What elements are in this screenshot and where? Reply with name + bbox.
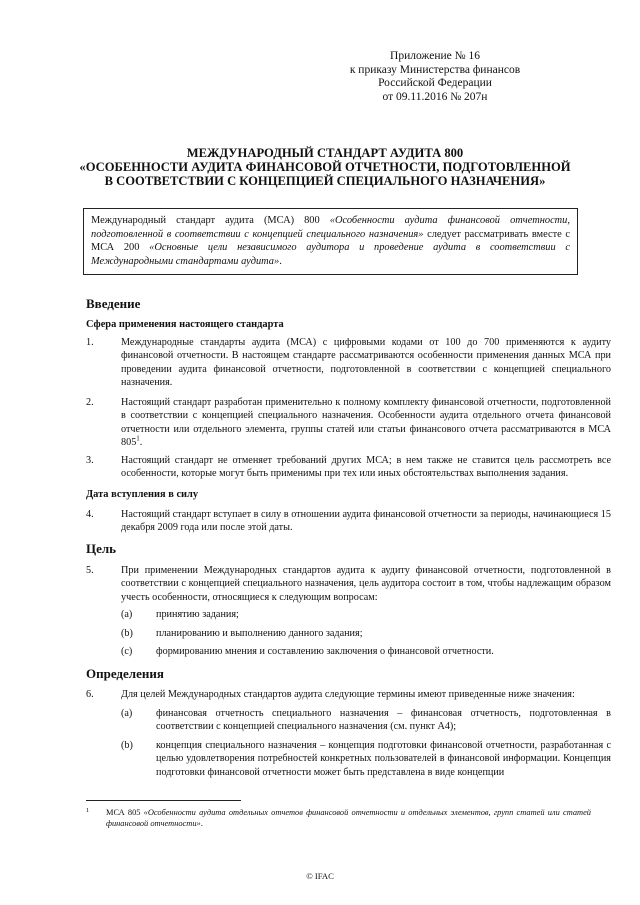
paragraph-text: Настоящий стандарт вступает в силу в отношении аудита финансовой отчетности за периоды, начинающиеся 15 декабря 2009 года или после этой даты. (121, 509, 611, 534)
list-item-text: принятию задания; (156, 609, 239, 620)
footnote-text (106, 807, 591, 829)
intro-text-3: следует рассматривать вместе с МСА 200 (91, 228, 571, 254)
paragraph-number: 3. (86, 455, 94, 466)
paragraph-number: 6. (86, 689, 94, 700)
title-line-3: В СООТВЕТСТВИИ С КОНЦЕПЦИЕЙ СПЕЦИАЛЬНОГО НАЗНАЧЕНИЯ» (104, 174, 546, 188)
list-item-text: формированию мнения и составлению заключения о финансовой отчетности. (156, 646, 494, 657)
paragraph-text: Настоящий стандарт не отменяет требований других МСА; в нем также не ставится цель рассмотреть все особенности, которые могут быть применимы при тех или иных обстоятельствах выполнения задания. (121, 455, 611, 480)
title-line-1: МЕЖДУНАРОДНЫЙ СТАНДАРТ АУДИТА 800 (186, 146, 464, 160)
paragraph-text: Для целей Международных стандартов аудита следующие термины имеют приведенные ниже значения: (121, 689, 575, 700)
list-item-text: концепция специального назначения – концепция подготовки финансовой отчетности, разработанная с целью удовлетворения потребностей конкретных пользователей в финансовой информации. Концепция подготовки финансовой отчетности может быть представлена в виде концепции (156, 740, 611, 778)
copyright-footer: © IFAC (306, 871, 334, 881)
list-item-text: финансовая отчетность специального назначения – финансовая отчетность, подготовленная в соответствии с концепцией специального назначения (см. пункт А4); (156, 708, 611, 733)
footnote-separator (86, 800, 241, 801)
list-item-label: (b) (121, 740, 133, 751)
footnote-italic: «Особенности аудита отдельных отчетов финансовой отчетности и отдельных элементов, групп статей или статей финансовой отчетности» (106, 808, 591, 828)
paragraph-number: 2. (86, 397, 94, 408)
intro-box (83, 208, 578, 275)
paragraph-2-body: Настоящий стандарт разработан применительно к полному комплекту финансовой отчетности, подготовленной в соответствии с концепцией специального назначения. Особенности аудита отдельного отчета финансовой отчетности или отдельного элемента, группы статей или статьи финансового отчета рассматриваются в МСА 805 (121, 397, 611, 449)
section-heading-definitions: Определения (86, 666, 164, 681)
appendix-line-4: от 09.11.2016 № 207н (382, 90, 488, 103)
paragraph-2-tail: . (139, 437, 143, 449)
appendix-line-2: к приказу Министерства финансов (349, 63, 521, 76)
appendix-header (330, 50, 540, 104)
paragraph-number: 5. (86, 565, 94, 576)
list-item-label: (a) (121, 609, 133, 620)
paragraph-number: 1. (86, 337, 94, 348)
paragraph-text (121, 396, 611, 450)
list-item-label: (c) (121, 646, 133, 657)
intro-text-5: . (279, 255, 282, 267)
section-heading-introduction: Введение (86, 296, 141, 311)
paragraph-number: 4. (86, 509, 94, 520)
appendix-line-3: Российской Федерации (378, 77, 492, 89)
intro-text-4: «Основные цели независимого аудитора и проведение аудита в соответствии с Международными стандартами аудита» (91, 242, 571, 267)
footnote-suffix: . (200, 819, 203, 828)
appendix-line-1: Приложение № 16 (390, 50, 480, 62)
footnote-mark: 1 (86, 807, 90, 814)
list-item-label: (a) (121, 708, 133, 719)
list-item-label: (b) (121, 628, 133, 639)
footnote-ref: 1 (136, 434, 140, 443)
subheading-scope: Сфера применения настоящего стандарта (86, 319, 284, 330)
intro-text-2: «Особенности аудита финансовой отчетности, подготовленной в соответствии с концепцией специального назначения» (91, 215, 570, 240)
footnote-prefix: МСА 805 (106, 808, 144, 817)
section-heading-objective: Цель (86, 541, 117, 556)
subheading-effective-date: Дата вступления в силу (86, 489, 199, 500)
document-title (60, 146, 590, 188)
intro-text-1: Международный стандарт аудита (МСА) 800 (91, 215, 330, 226)
list-item-text: планированию и выполнению данного задания; (156, 628, 363, 639)
title-line-2: «ОСОБЕННОСТИ АУДИТА ФИНАНСОВОЙ ОТЧЕТНОСТИ, ПОДГОТОВЛЕННОЙ (79, 160, 571, 174)
paragraph-text: При применении Международных стандартов аудита к аудиту финансовой отчетности, подготовленной в соответствии с концепцией специального назначения, цель аудитора состоит в том, чтобы надлежащим образом учесть особенности, относящиеся к следующим вопросам: (121, 565, 611, 603)
paragraph-text: Международные стандарты аудита (МСА) с цифровыми кодами от 100 до 700 применяются к аудиту финансовой отчетности. В настоящем стандарте рассматриваются особенности применения данных МСА при проведении аудита финансовой отчетности, подготовленной в соответствии с концепцией специального назначения. (121, 337, 611, 389)
